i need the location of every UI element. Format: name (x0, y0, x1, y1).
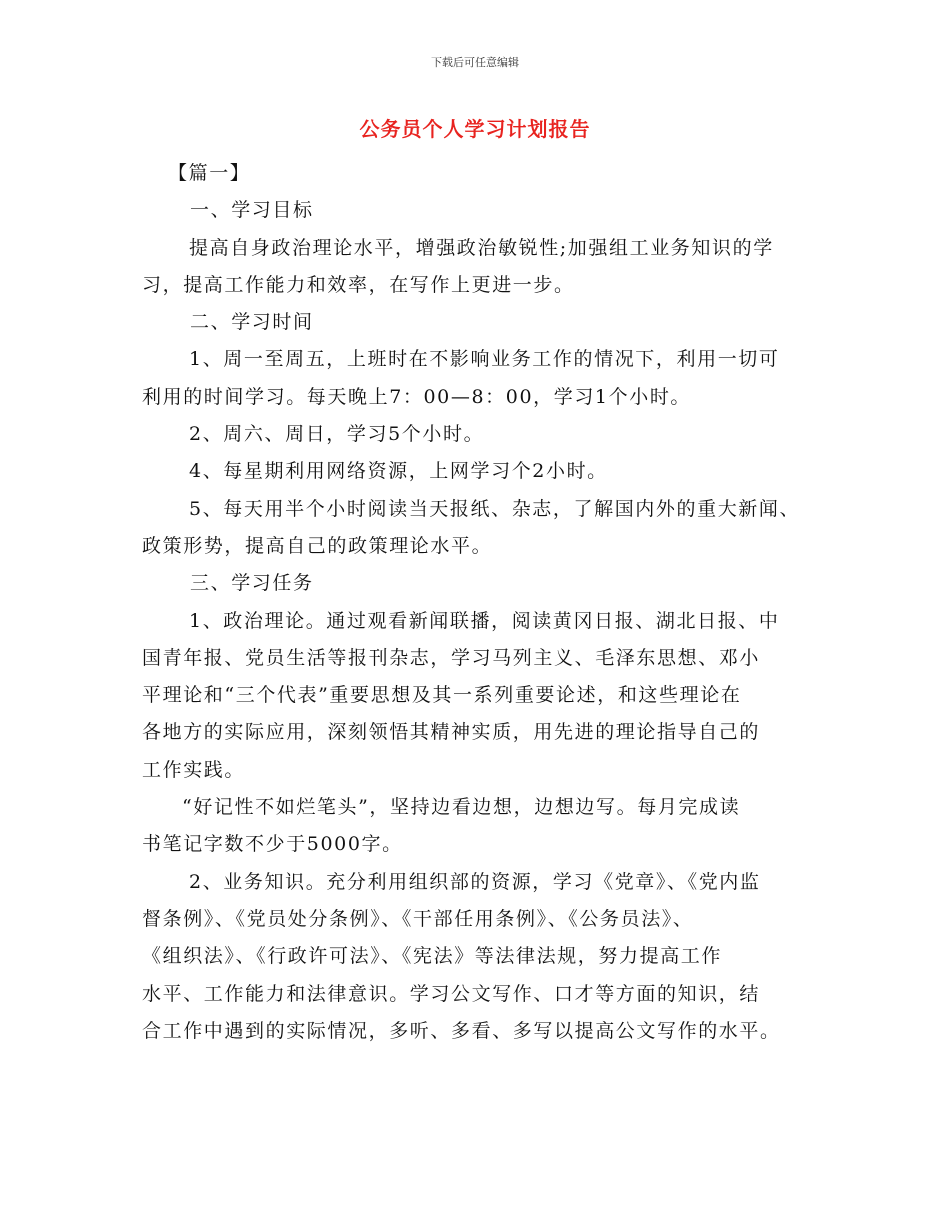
paragraph-line: “好记性不如烂笔头”，坚持边看边想，边想边写。每月完成读 (182, 796, 741, 819)
paragraph-line: 工作实践。 (142, 758, 246, 781)
heading-learning-goals: 一、学习目标 (190, 199, 314, 222)
heading-learning-tasks: 三、学习任务 (190, 572, 314, 595)
paragraph-line: 5、每天用半个小时阅读当天报纸、杂志，了解国内外的重大新闻、 (189, 497, 801, 520)
paragraph-line: 国青年报、党员生活等报刊杂志，学习马列主义、毛泽东思想、邓小 (142, 646, 761, 669)
paragraph-line: 各地方的实际应用，深刻领悟其精神实质，用先进的理论指导自己的 (142, 721, 761, 744)
paragraph-line: 合工作中遇到的实际情况，多听、多看、多写以提高公文写作的水平。 (142, 1019, 781, 1042)
paragraph-line: 习，提高工作能力和效率，在写作上更进一步。 (142, 273, 575, 296)
paragraph-line: 书笔记字数不少于5000字。 (142, 833, 403, 856)
paragraph-line: 1、周一至周五，上班时在不影响业务工作的情况下，利用一切可 (189, 348, 780, 371)
paragraph-line: 2、业务知识。充分利用组织部的资源，学习《党章》、《党内监 (189, 870, 761, 893)
paragraph-line: 平理论和“三个代表”重要思想及其一系列重要论述，和这些理论在 (142, 684, 742, 707)
paragraph-line: 水平、工作能力和法律意识。学习公文写作、口才等方面的知识，结 (142, 982, 761, 1005)
paragraph-line: 提高自身政治理论水平，增强政治敏锐性;加强组工业务知识的学 (189, 236, 774, 259)
paragraph-line: 《组织法》、《行政许可法》、《宪法》等法律法规，努力提高工作 (142, 945, 723, 968)
paragraph-line: 1、政治理论。通过观看新闻联播，阅读黄冈日报、湖北日报、中 (189, 609, 780, 632)
document-body (142, 155, 832, 1050)
document-title: 公务员个人学习计划报告 (359, 117, 591, 141)
paragraph-line: 2、周六、周日，学习5个小时。 (189, 423, 485, 446)
paragraph-line: 利用的时间学习。每天晚上7：00—8：00，学习1个小时。 (142, 385, 692, 408)
paragraph-line: 4、每星期利用网络资源，上网学习个2小时。 (189, 460, 608, 483)
section-label: 【篇一】 (168, 162, 251, 184)
header-note: 下载后可任意编辑 (431, 56, 519, 69)
paragraph-line: 政策形势，提高自己的政策理论水平。 (142, 534, 493, 557)
heading-learning-time: 二、学习时间 (190, 311, 314, 334)
paragraph-line: 督条例》、《党员处分条例》、《干部任用条例》、《公务员法》、 (142, 907, 694, 930)
